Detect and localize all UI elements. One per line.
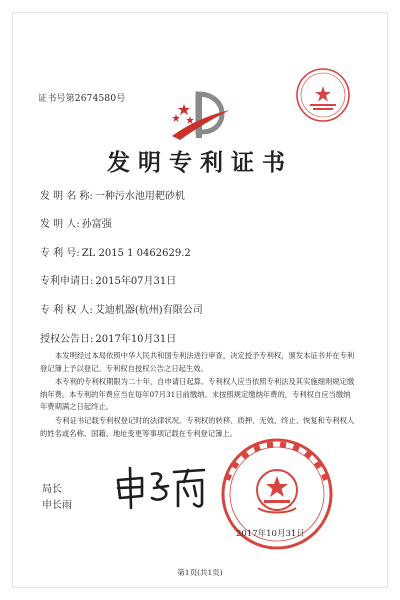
field-grant-date (40, 330, 176, 345)
field-label: 专利申请日: (40, 276, 94, 287)
certificate-title: 发明专利证书 (107, 149, 293, 176)
signature-icon (112, 462, 210, 512)
paragraph-register: 专利证书记载专利权登记时的法律状况。专利权的转移、质押、无效、终止、恢复和专利权人的姓名或名称、国籍、地址变更等事项记载在专利登记簿上。 (40, 416, 355, 438)
field-patent-number (40, 244, 191, 259)
page-number: 第1页(共1页) (177, 568, 223, 577)
signatory-name: 申长雨 (42, 500, 72, 511)
field-value: 一种污水池用耙砂机 (94, 191, 185, 202)
field-patentee (40, 301, 203, 316)
field-value: ZL 2015 1 0462629.2 (81, 248, 191, 259)
paragraph-term: 本专利的专利权期限为二十年，自申请日起算。专利权人应当依照专利法及其实施细则规定缴纳年费。本专利的年费应当在每年07月31日前缴纳。未按照规定缴纳年费的，专利权自应当缴纳年费期满之日起终止。 (40, 377, 355, 411)
paragraph-grant: 本发明经过本局依照中华人民共和国专利法进行审查，决定授予专利权，颁发本证书并在专利登记簿上予以登记。专利权自授权公告之日起生效。 (40, 351, 355, 373)
field-value: 2017年10月31日 (95, 334, 177, 345)
certificate-number: 证书号第2674580号 (38, 94, 126, 104)
field-value: 2015年07月31日 (95, 276, 177, 287)
field-label: 授权公告日: (40, 334, 94, 345)
field-label: 专 利 权 人: (40, 305, 93, 316)
field-label: 发 明 人: (40, 219, 80, 230)
field-value: 孙富强 (81, 219, 112, 230)
seal-date: 2017年10月31日 (236, 529, 305, 539)
patent-office-logo-icon (168, 86, 234, 146)
field-application-date (40, 272, 176, 287)
field-invention-name (40, 187, 185, 202)
registration-stamp-icon (294, 66, 352, 124)
field-label: 发 明 名 称: (40, 191, 93, 202)
field-inventor (40, 215, 112, 230)
field-value: 艾迪机器(杭州)有限公司 (94, 305, 203, 316)
signatory-title: 局长 (42, 484, 62, 495)
field-label: 专 利 号: (40, 248, 80, 259)
